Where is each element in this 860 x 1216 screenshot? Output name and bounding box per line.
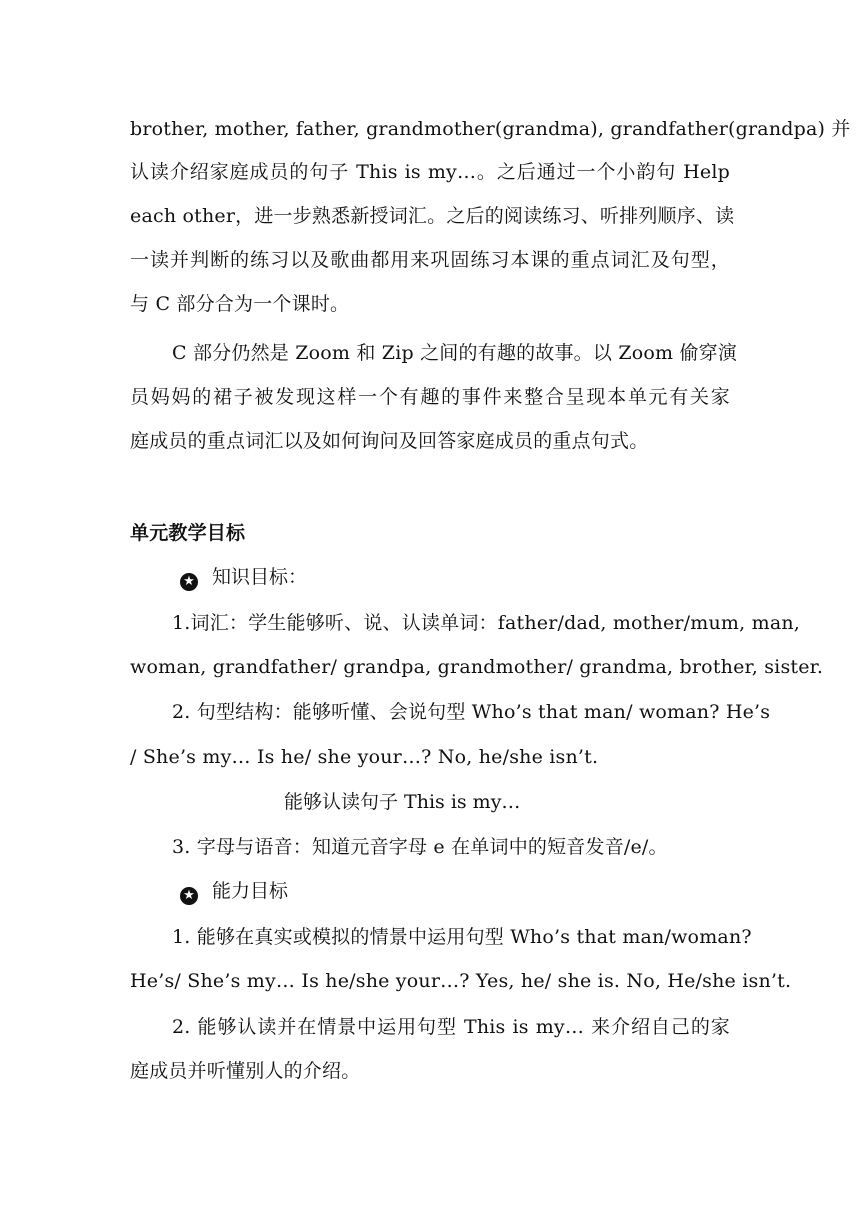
ability-item-1-line-2: He’s/ She’s my… Is he/she your…? Yes, he/ she is. No, He/she isn’t. (130, 970, 792, 992)
ability-item-2-line-1: 2. 能够认读并在情景中运用句型 This is my… 来介绍自己的家 (172, 1016, 730, 1038)
section-heading: 单元教学目标 (130, 522, 246, 544)
intro-line-3: each other，进一步熟悉新授词汇。之后的阅读练习、听排列顺序、读 (130, 205, 735, 227)
intro-line-4: 一读并判断的练习以及歌曲都用来巩固练习本课的重点词汇及句型， (130, 249, 730, 271)
intro-line-1: brother, mother, father, grandmother(grandma), grandfather(grandpa) 并 (130, 118, 851, 140)
ability-bullet (180, 877, 288, 905)
knowledge-item-3: 3. 字母与语音：知道元音字母 e 在单词中的短音发音/e/。 (172, 836, 668, 858)
knowledge-bullet (180, 563, 307, 591)
knowledge-item-2-line-2: / She’s my… Is he/ she your…? No, he/she isn’t. (130, 746, 599, 768)
knowledge-title: 知识目标： (212, 566, 308, 588)
ability-item-1-line-1: 1. 能够在真实或模拟的情景中运用句型 Who’s that man/woman? (172, 926, 752, 948)
part-c-line-3: 庭成员的重点词汇以及如何询问及回答家庭成员的重点句式。 (130, 430, 649, 452)
part-c-line-2: 员妈妈的裙子被发现这样一个有趣的事件来整合呈现本单元有关家 (130, 386, 730, 408)
knowledge-item-1-line-2: woman, grandfather/ grandpa, grandmother/ grandma, brother, sister. (130, 656, 824, 678)
knowledge-item-2-line-1: 2. 句型结构：能够听懂、会说句型 Who’s that man/ woman? He’s (172, 701, 771, 723)
star-bullet-icon: ★ (180, 573, 198, 591)
intro-line-2: 认读介绍家庭成员的句子 This is my…。之后通过一个小韵句 Help (130, 161, 730, 183)
knowledge-item-2-extra: 能够认读句子 This is my… (284, 791, 521, 813)
ability-item-2-line-2: 庭成员并听懂别人的介绍。 (130, 1060, 361, 1082)
ability-title: 能力目标 (212, 880, 289, 902)
star-bullet-icon: ★ (180, 887, 198, 905)
intro-line-5: 与 C 部分合为一个课时。 (130, 293, 350, 315)
part-c-line-1: C 部分仍然是 Zoom 和 Zip 之间的有趣的故事。以 Zoom 偷穿演 (172, 342, 738, 364)
knowledge-item-1-line-1: 1.词汇：学生能够听、说、认读单词：father/dad, mother/mum, man, (172, 612, 801, 634)
